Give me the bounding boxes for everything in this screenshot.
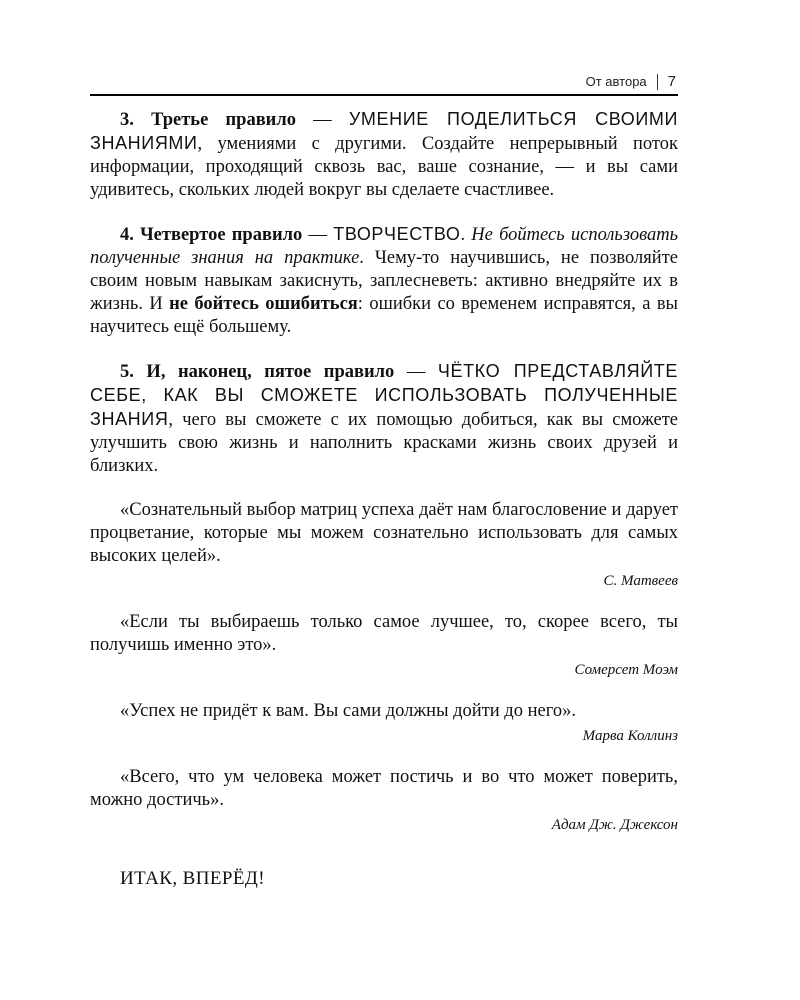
rule-4-dot: . [460,225,472,245]
rule-5-dash: — [394,362,438,382]
rule-4-italic: Не бойтесь использовать полученные знания на практике [90,225,678,268]
quote-text: «Успех не придёт к вам. Вы сами должны дойти до него». [120,701,576,721]
closing-line: ИТАК, ВПЕРЁД! [120,868,265,889]
quote-text: «Всего, что ум человека может постичь и во что может поверить, можно достичь». [90,767,678,810]
rule-4-dash: — [302,225,334,245]
rule-3-dash: — [295,110,349,130]
rule-5-text: , чего вы сможете с их помощью добиться, как вы сможете улучшить свою жизнь и наполнить красками жизнь своих друзей и близких. [90,410,678,476]
quote-author: С. Матвеев [603,573,678,589]
quote-block [90,766,678,835]
rule-5-title: 5. И, наконец, пятое правило [120,362,395,382]
quote-block [90,700,678,746]
rule-4-mid: . Чему-то научившись, не позволяйте своим новым навыкам закиснуть, заплесневеть: активно внедряйте их в жизнь. И [90,248,678,314]
rule-4-caps: ТВОРЧЕСТВО [333,224,461,244]
quote-author: Сомерсет Моэм [574,662,678,678]
book-page [90,70,678,890]
rule-3-text: , умениями с другими. Создайте непрерывный поток информации, проходящий сквозь вас, ваше сознание, — и вы сами удивитесь, скольких людей вокруг вы сделаете счастливее. [90,134,678,200]
rule-4-title: 4. Четвертое правило [120,225,303,245]
header-separator [657,74,658,90]
quote-block [90,499,678,591]
rule-5-caps: ЧЁТКО ПРЕДСТАВЛЯЙТЕ СЕБЕ, КАК ВЫ СМОЖЕТЕ ИСПОЛЬЗОВАТЬ ПОЛУЧЕННЫЕ ЗНАНИЯ [90,361,678,429]
header-section-title: От автора [585,74,647,89]
rule-4-text: : ошибки со временем исправятся, а вы научитесь ещё большему. [90,294,678,337]
rule-3-title: 3. Третье правило [120,110,296,130]
rule-3-caps: УМЕНИЕ ПОДЕЛИТЬСЯ СВОИМИ ЗНАНИЯМИ [90,109,678,153]
page-number: 7 [667,73,676,90]
rule-4-bold-phrase: не бойтесь ошибиться [169,294,358,314]
quote-author: Адам Дж. Джексон [551,817,678,833]
page-content [90,108,678,890]
running-header [90,70,678,96]
header-right [586,73,676,90]
quote-text: «Если ты выбираешь только самое лучшее, то, скорее всего, ты получишь именно это». [90,612,678,655]
quote-author: Марва Коллинз [582,728,678,744]
quote-block [90,611,678,680]
rule-3-paragraph [90,108,678,202]
quote-text: «Сознательный выбор матриц успеха даёт нам благословение и дарует процветание, которые мы можем сознательно использовать для самых высоких целей». [90,500,678,566]
rule-5-paragraph [90,360,678,478]
rule-4-paragraph [90,223,678,339]
